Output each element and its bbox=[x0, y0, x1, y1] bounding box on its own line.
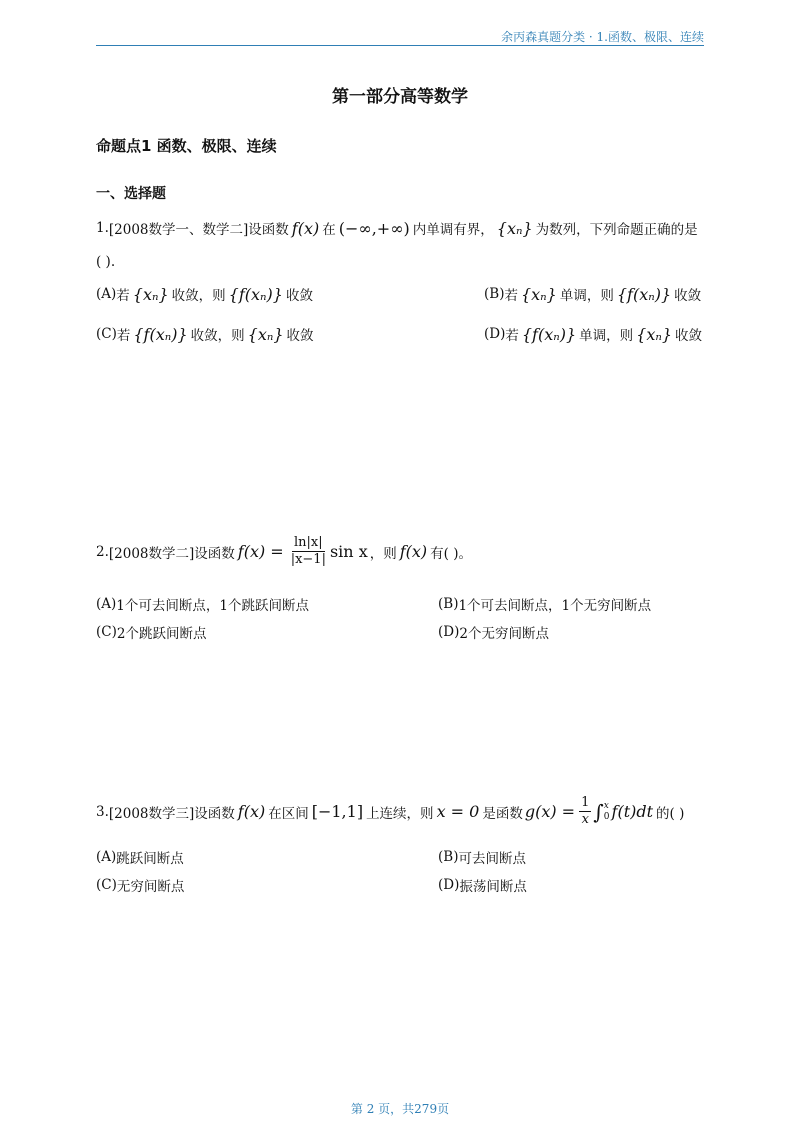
option-c[interactable] bbox=[96, 324, 484, 344]
math-sequence: {xₙ} bbox=[132, 284, 169, 304]
question-3 bbox=[96, 796, 704, 828]
option-b[interactable] bbox=[438, 594, 651, 614]
part-title: 第一部分高等数学 bbox=[332, 87, 468, 107]
question-2-stem-text: 设函数 bbox=[194, 545, 235, 562]
option-text: 跳跃间断点 bbox=[116, 851, 184, 867]
question-1-options-row-1 bbox=[96, 284, 704, 304]
option-label: (A) bbox=[96, 286, 117, 302]
option-text: 收敛 bbox=[674, 288, 702, 304]
question-1-source: [2008数学一、数学二] bbox=[108, 222, 249, 238]
fraction-denominator: |x−1| bbox=[290, 552, 326, 568]
option-b[interactable] bbox=[438, 847, 526, 867]
math-sequence: {xₙ} bbox=[496, 218, 533, 238]
option-d[interactable] bbox=[484, 324, 702, 344]
math-fx: f(x) bbox=[291, 218, 320, 238]
math-f-of-sequence: {f(xₙ)} bbox=[521, 324, 577, 344]
option-b[interactable] bbox=[484, 284, 701, 304]
option-label: (D) bbox=[438, 877, 460, 893]
option-label: (A) bbox=[96, 849, 117, 865]
question-3-options-row-2 bbox=[96, 875, 704, 895]
question-1-stem-text: 为数列，下列命题正确的是 bbox=[535, 222, 698, 238]
option-text: 收敛 bbox=[675, 328, 703, 344]
math-f-of-sequence: {f(xₙ)} bbox=[228, 284, 283, 304]
option-text: 若 bbox=[504, 288, 518, 304]
math-f-of-sequence: {f(xₙ)} bbox=[616, 284, 672, 304]
question-2-stem-text: 有( )。 bbox=[430, 545, 472, 562]
question-2-stem-text: ，则 bbox=[369, 545, 397, 562]
question-2-options-row-2 bbox=[96, 622, 704, 642]
header-rule bbox=[96, 45, 704, 46]
option-a[interactable] bbox=[96, 284, 484, 304]
option-text: 若 bbox=[116, 288, 130, 304]
math-fx-equals: f(x) = bbox=[237, 542, 284, 562]
option-a[interactable] bbox=[96, 847, 438, 867]
question-3-source: [2008数学三] bbox=[108, 805, 195, 822]
section-title: 一、选择题 bbox=[96, 186, 166, 202]
option-a[interactable] bbox=[96, 594, 438, 614]
question-1-stem bbox=[96, 218, 704, 238]
topic-title: 命题点1 函数、极限、连续 bbox=[96, 137, 277, 155]
question-1-stem-text: 内单调有界， bbox=[412, 222, 494, 238]
math-sin: sin x bbox=[329, 542, 368, 562]
math-fx: f(x) bbox=[237, 802, 266, 822]
question-3-stem-text: 在区间 bbox=[268, 805, 309, 822]
option-label: (B) bbox=[484, 286, 505, 302]
question-1-number: 1. bbox=[96, 220, 109, 236]
question-3-number: 3. bbox=[96, 803, 109, 820]
question-2-options-row-1 bbox=[96, 594, 704, 614]
math-sequence: {xₙ} bbox=[520, 284, 557, 304]
option-text: 收敛，则 bbox=[190, 328, 245, 344]
option-text: 若 bbox=[116, 328, 131, 344]
option-label: (D) bbox=[484, 326, 506, 342]
answer-blank: ( ). bbox=[96, 254, 116, 270]
math-interval: [−1,1] bbox=[311, 802, 364, 822]
math-integrand: f(t)dt bbox=[611, 802, 654, 822]
math-interval: (−∞,+∞) bbox=[338, 218, 410, 238]
option-label: (B) bbox=[438, 596, 459, 612]
question-2-stem bbox=[96, 536, 704, 568]
fraction-numerator: 1 bbox=[579, 796, 591, 812]
integral-limits bbox=[604, 801, 610, 823]
fraction-denominator: x bbox=[581, 812, 589, 828]
question-3-stem-text: 的( ) bbox=[656, 805, 685, 822]
option-text: 2个跳跃间断点 bbox=[116, 626, 207, 642]
question-2-number: 2. bbox=[96, 543, 109, 560]
math-fraction bbox=[289, 536, 328, 568]
math-fx: f(x) bbox=[399, 542, 428, 562]
option-d[interactable] bbox=[438, 875, 527, 895]
question-3-stem-text: 是函数 bbox=[482, 805, 523, 822]
option-text: 无穷间断点 bbox=[116, 879, 185, 895]
math-f-of-sequence: {f(xₙ)} bbox=[133, 324, 188, 344]
question-3-stem bbox=[96, 796, 704, 828]
option-label: (C) bbox=[96, 624, 117, 640]
option-text: 若 bbox=[505, 328, 519, 344]
integral-sign: ∫ bbox=[593, 799, 604, 824]
option-c[interactable] bbox=[96, 875, 438, 895]
integral-lower-limit: 0 bbox=[603, 811, 610, 822]
question-3-stem-text: 上连续，则 bbox=[366, 805, 434, 822]
option-label: (C) bbox=[96, 326, 117, 342]
fraction-numerator: ln|x| bbox=[292, 536, 325, 552]
page-number: 第 2 页，共279页 bbox=[350, 1102, 450, 1116]
running-header: 余丙森真题分类 · 1.函数、极限、连续 bbox=[501, 30, 704, 44]
option-text: 振荡间断点 bbox=[459, 879, 527, 895]
math-gx-equals: g(x) = bbox=[524, 802, 576, 822]
question-2 bbox=[96, 536, 704, 568]
question-3-stem-text: 设函数 bbox=[194, 805, 235, 822]
math-sequence: {xₙ} bbox=[247, 324, 284, 344]
question-1-stem-text: 设函数 bbox=[248, 222, 289, 238]
option-text: 单调，则 bbox=[559, 288, 614, 304]
question-1-options-row-2 bbox=[96, 324, 704, 344]
math-x-equals-zero: x = 0 bbox=[436, 802, 480, 822]
question-1-stem-text: 在 bbox=[322, 222, 336, 238]
option-label: (C) bbox=[96, 877, 117, 893]
option-label: (D) bbox=[438, 624, 460, 640]
question-2-source: [2008数学二] bbox=[108, 545, 195, 562]
option-text: 收敛，则 bbox=[171, 288, 226, 304]
question-1 bbox=[96, 218, 704, 270]
option-label: (B) bbox=[438, 849, 459, 865]
option-c[interactable] bbox=[96, 622, 438, 642]
math-sequence: {xₙ} bbox=[636, 324, 673, 344]
option-text: 2个无穷间断点 bbox=[459, 626, 549, 642]
option-text: 收敛 bbox=[285, 288, 313, 304]
option-text: 收敛 bbox=[286, 328, 314, 344]
option-text: 1个可去间断点，1个跳跃间断点 bbox=[116, 598, 309, 614]
question-3-options-row-1 bbox=[96, 847, 704, 867]
option-text: 单调，则 bbox=[579, 328, 634, 344]
integral-upper-limit: x bbox=[603, 801, 609, 811]
math-fraction bbox=[579, 796, 591, 828]
option-label: (A) bbox=[96, 596, 117, 612]
option-text: 可去间断点 bbox=[458, 851, 526, 867]
option-d[interactable] bbox=[438, 622, 549, 642]
option-text: 1个可去间断点，1个无穷间断点 bbox=[458, 598, 652, 614]
